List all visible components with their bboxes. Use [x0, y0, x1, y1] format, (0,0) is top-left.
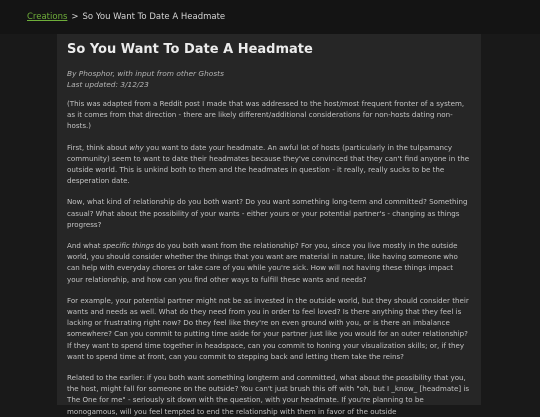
page-title: So You Want To Date A Headmate: [67, 42, 313, 57]
article-panel: [57, 34, 481, 416]
paragraph-longterm: Related to the earlier: if you both want something longterm and committed, what about the possibility that you, the host, might fall for someone on the outside? You can't just brush this off with "oh, but I _know_ [headmate] is The One for me" - seriously sit down with the question, with your headmate. If you're planning to be monogamous, will you feel tempted to end the relationship with them in favor of the outside: [67, 373, 470, 416]
paragraph-why-text-b: you want to date your headmate. An awful lot of hosts (particularly in the tulpamancy community) seem to want to date their headmates because they've convinced that they can't find anyone in the outside world. This is unkind both to them and the headmates in question - it really, really sucks to be the desperation date.: [67, 142, 470, 186]
breadcrumb: [0, 0, 540, 34]
paragraph-specific-emphasis: specific things: [102, 241, 154, 251]
breadcrumb-separator: >: [71, 12, 79, 22]
paragraph-why-text-a: First, think about: [67, 142, 130, 152]
byline: By Phosphor, with input from other Ghosts: [67, 69, 224, 78]
paragraph-intro-note: (This was adapted from a Reddit post I made that was addressed to the host/most frequent fronter of a system, as it comes from that direction - there are likely different/additional considerations for non-hosts dating non-hosts.): [67, 99, 465, 131]
article-meta: [67, 68, 471, 90]
paragraph-why: [67, 142, 471, 187]
paragraph-relationship-kind: Now, what kind of relationship do you both want? Do you want something long-term and committed? Something casual? What about the possibility of your wants - either yours or your potential partner's - changing as things progress?: [67, 197, 468, 229]
paragraph-specific-text-a: And what: [67, 241, 103, 251]
paragraph-specific-things: [67, 240, 471, 285]
paragraph-specific-text-b: do you both want from the relationship? For you, since you live mostly in the outside world, you should consider whether the things that you want are material in nature, like having someone who can help with everyday chores or take care of you while you're sick. How will not having these things impact your relationship, and how can you find other ways to fulfill these wants and needs?: [67, 241, 458, 284]
paragraph-why-emphasis: why: [129, 142, 144, 152]
last-updated: Last updated: 3/12/23: [67, 80, 149, 89]
paragraph-example: For example, your potential partner might not be as invested in the outside world, but they should consider their wants and needs as well. What do they need from you in order to feel loved? Is there anything that they feel is lacking or frustrating right now? Do they feel like they're on even ground with you, or is there an imbalance somewhere? Can you commit to putting time aside for your partner just like you would for an outer relationship? If they want to spend time together in headspace, can you commit to honing your visualization skills; or, if they want to spend time at front, can you commit to stepping back and letting them take the reins?: [67, 295, 469, 361]
breadcrumb-current: So You Want To Date A Headmate: [82, 12, 226, 22]
breadcrumb-link-creations[interactable]: Creations: [27, 12, 68, 22]
